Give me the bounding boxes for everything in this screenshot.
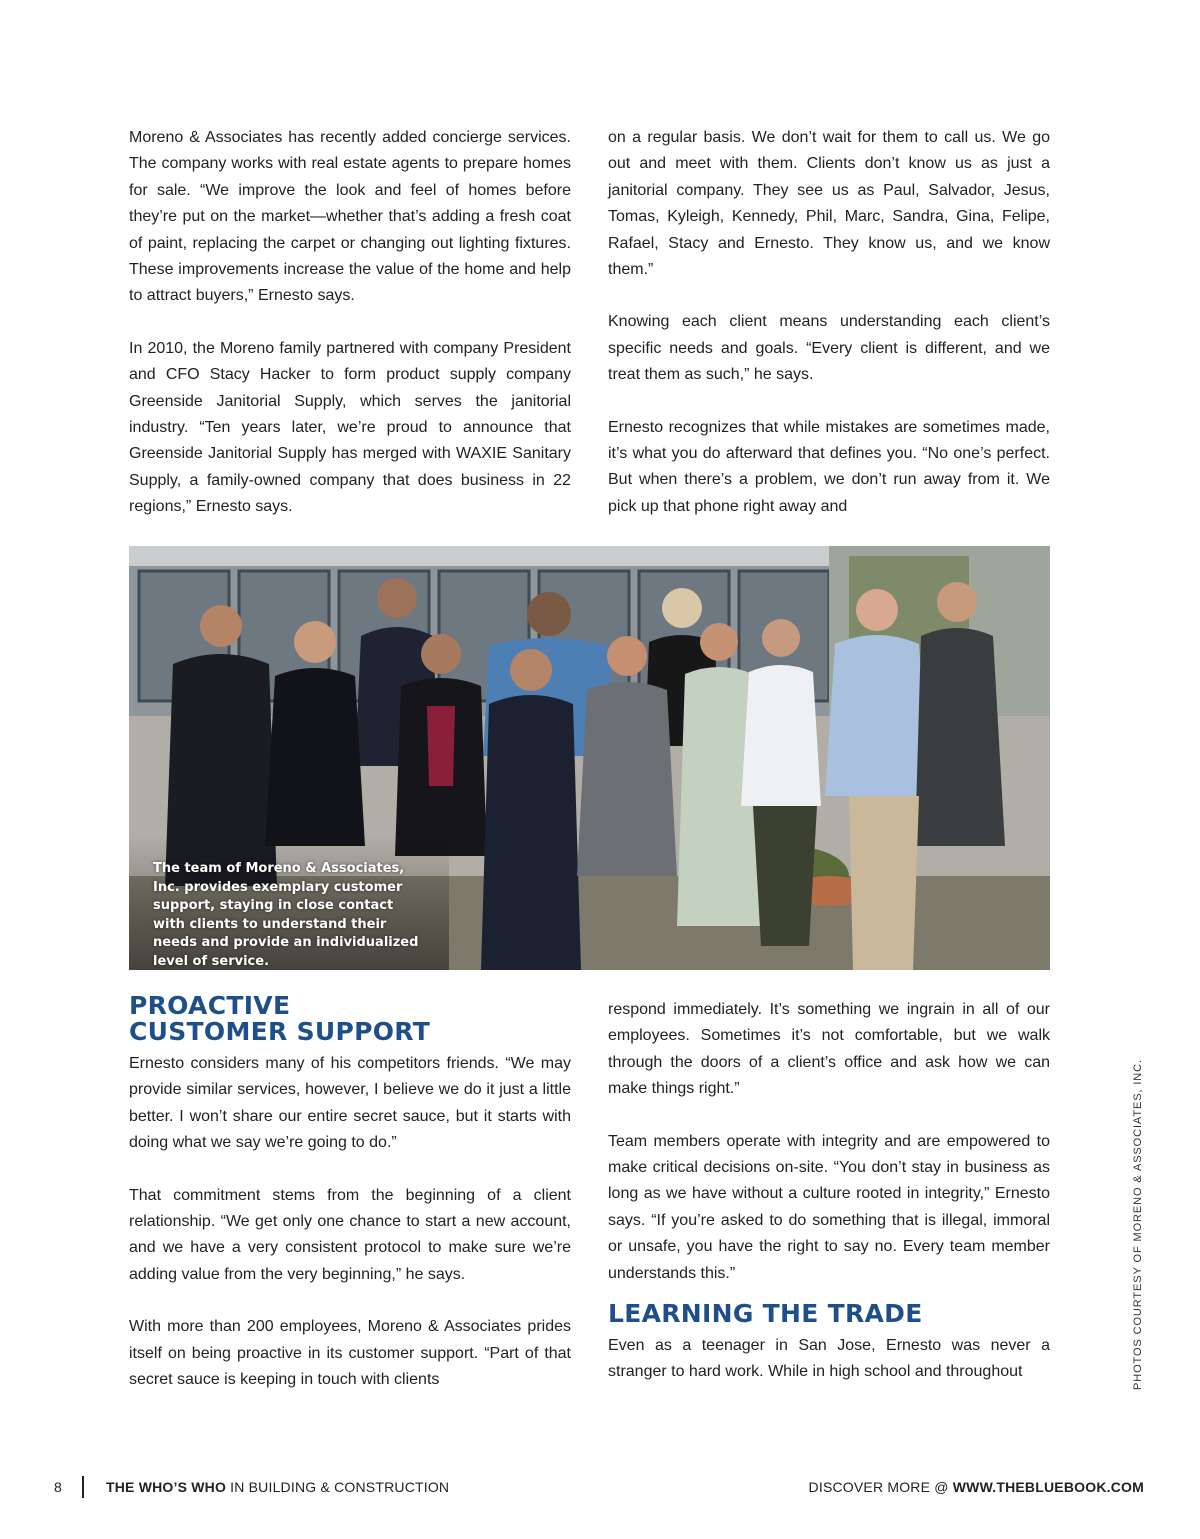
- website-link[interactable]: WWW.THEBLUEBOOK.COM: [952, 1479, 1144, 1495]
- section-heading-learning: LEARNING THE TRADE: [608, 1299, 923, 1329]
- page-footer: [0, 1476, 1200, 1500]
- paragraph-commitment: That commitment stems from the beginning of a client relationship. “We get only one chance to start a new account, and we have a very consistent protocol to make sure we’re adding value from the very beginning,” he says.: [129, 1186, 571, 1283]
- section-heading-proactive: [129, 993, 571, 1045]
- discover-prefix: DISCOVER MORE @: [808, 1479, 953, 1495]
- photo-caption: The team of Moreno & Associates, Inc. provides exemplary customer support, staying in close contact with clients to understand their needs and provide an individualized level of service.: [153, 861, 419, 969]
- paragraph-integrity: Team members operate with integrity and are empowered to make critical decisions on-site. “You don’t stay in business as long as we have without a culture rooted in integrity,” Ernesto says. “If you’re asked to do something that is illegal, immoral or unsafe, you have the right to say no. Every team member understands this.”: [608, 1132, 1050, 1282]
- bottom-right-column: [608, 997, 1050, 1386]
- publication-title-rest: IN BUILDING & CONSTRUCTION: [226, 1479, 450, 1495]
- paragraph-competitors: Ernesto considers many of his competitors friends. “We may provide similar services, however, I believe we do it just a little better. I won’t share our entire secret sauce, but it starts with doing what we say we’re going to do.”: [129, 1055, 571, 1152]
- heading-line-2: CUSTOMER SUPPORT: [129, 1017, 431, 1046]
- publication-title: [106, 1479, 449, 1495]
- bottom-left-column: [129, 993, 571, 1393]
- paragraph-client-needs: Knowing each client means understanding each client’s specific needs and goals. “Every client is different, and we treat them as such,” he says.: [608, 313, 1050, 384]
- page-number: 8: [54, 1479, 62, 1495]
- paragraph-employees: With more than 200 employees, Moreno & Associates prides itself on being proactive in its customer support. “Part of that secret sauce is keeping in touch with clients: [129, 1318, 571, 1389]
- paragraph-know-clients: on a regular basis. We don’t wait for them to call us. We go out and meet with them. Clients don’t know us as just a janitorial company. They see us as Paul, Salvador, Jesus, Tomas, Kyleigh, Kennedy, Phil, Marc, Sandra, Gina, Felipe, Rafael, Stacy and Ernesto. They know us, and we know them.”: [608, 129, 1050, 279]
- heading-line-1: PROACTIVE: [129, 991, 291, 1020]
- publication-title-bold: THE WHO’S WHO: [106, 1479, 227, 1495]
- discover-more: [809, 1479, 1144, 1495]
- paragraph-respond: respond immediately. It’s something we ingrain in all of our employees. Sometimes it’s not comfortable, but we walk through the doors of a client’s office and ask how we can make things right.”: [608, 1001, 1050, 1098]
- footer-divider: [82, 1476, 84, 1498]
- top-left-column: [129, 125, 571, 521]
- team-photo: [129, 546, 1050, 970]
- paragraph-mistakes: Ernesto recognizes that while mistakes are sometimes made, it’s what you do afterward that defines you. “No one’s perfect. But when there’s a problem, we don’t run away from it. We pick up that phone right away and: [608, 418, 1050, 515]
- top-right-column: [608, 125, 1050, 520]
- photo-credit: PHOTOS COURTESY OF MORENO & ASSOCIATES, INC.: [1132, 1059, 1144, 1390]
- paragraph-concierge-services: Moreno & Associates has recently added concierge services. The company works with real estate agents to prepare homes for sale. “We improve the look and feel of homes before they’re put on the market—whether that’s adding a fresh coat of paint, replacing the carpet or changing out lighting fixtures. These improvements increase the value of the home and help to attract buyers,” Ernesto says.: [129, 129, 571, 305]
- paragraph-greenside-supply: In 2010, the Moreno family partnered with company President and CFO Stacy Hacker to form product supply company Greenside Janitorial Supply, which serves the janitorial industry. “Ten years later, we’re proud to announce that Greenside Janitorial Supply has merged with WAXIE Sanitary Supply, a family-owned company that does business in 22 regions,” Ernesto says.: [129, 339, 571, 516]
- paragraph-teenager: Even as a teenager in San Jose, Ernesto was never a stranger to hard work. While in high school and throughout: [608, 1337, 1050, 1381]
